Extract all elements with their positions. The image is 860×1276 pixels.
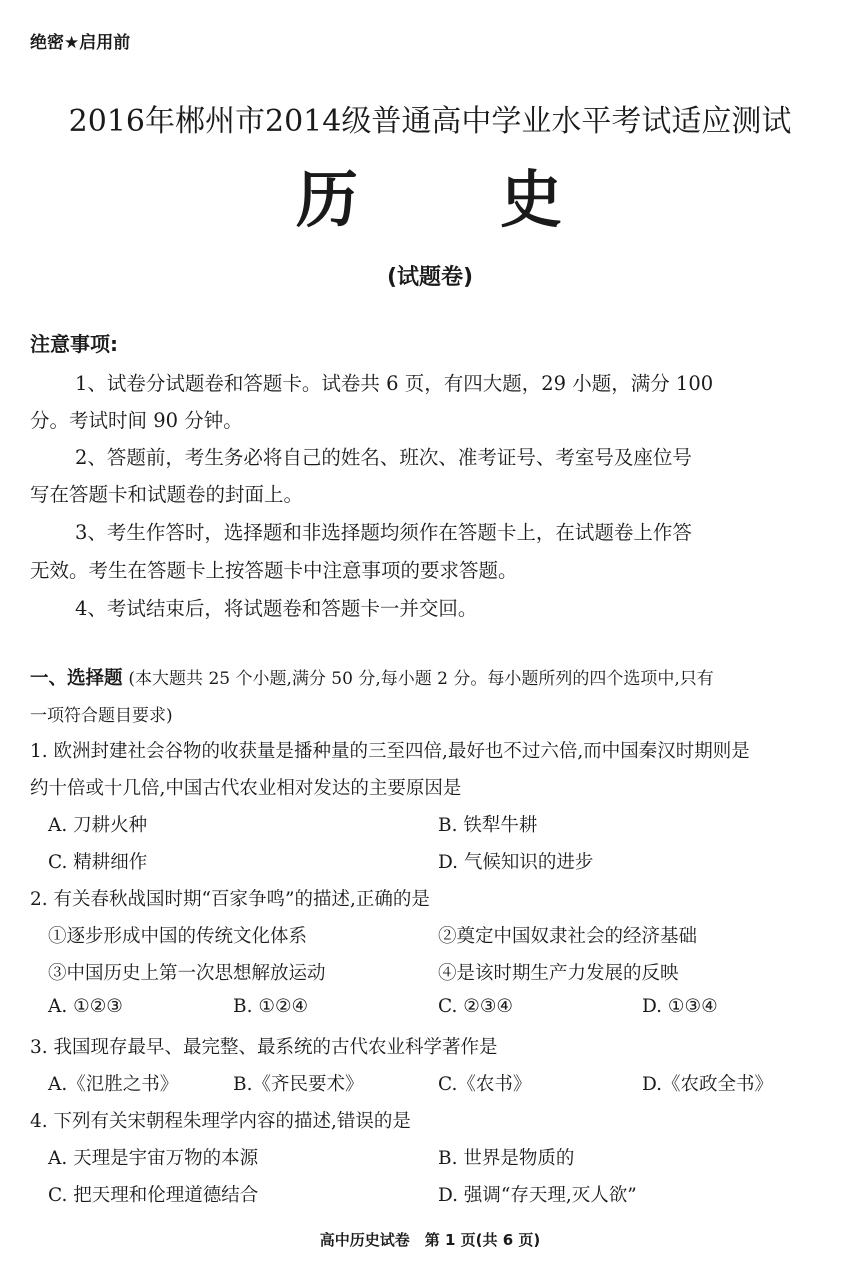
q3-option-a: A.《氾胜之书》 [48, 1074, 179, 1095]
notice-heading: 注意事项: [30, 332, 118, 356]
q4-option-a: A. 天理是宇宙万物的本源 [48, 1148, 259, 1169]
q2-statement-2: ②奠定中国奴隶社会的经济基础 [438, 926, 698, 947]
exam-subtitle: (试题卷) [386, 265, 474, 290]
notice-item-2-line-2: 写在答题卡和试题卷的封面上。 [30, 483, 304, 506]
notice-item-3-line-1: 3、考生作答时，选择题和非选择题均须作在答题卡上，在试题卷上作答 [75, 521, 692, 544]
q2-option-d: D. ①③④ [642, 996, 718, 1017]
q1-option-d: D. 气候知识的进步 [438, 852, 594, 873]
q1-option-c: C. 精耕细作 [48, 852, 148, 873]
q2-statement-3: ③中国历史上第一次思想解放运动 [48, 963, 326, 984]
notice-item-1-line-1: 1、试卷分试题卷和答题卡。试卷共 6 页，有四大题，29 小题，满分 100 [75, 372, 714, 395]
notice-item-4-line-1: 4、考试结束后，将试题卷和答题卡一并交回。 [75, 597, 478, 620]
notice-item-1-line-2: 分。考试时间 90 分钟。 [30, 409, 243, 432]
q2-option-c: C. ②③④ [438, 996, 514, 1017]
q3-stem: 3. 我国现存最早、最完整、最系统的古代农业科学著作是 [30, 1037, 498, 1058]
subject-title [0, 150, 860, 236]
page-footer: 高中历史试卷 第 1 页(共 6 页) [319, 1231, 541, 1249]
q2-stem: 2. 有关春秋战国时期“百家争鸣”的描述,正确的是 [30, 889, 430, 910]
q3-option-d: D.《农政全书》 [642, 1074, 774, 1095]
q3-option-c: C.《农书》 [438, 1074, 532, 1095]
q4-option-b: B. 世界是物质的 [438, 1148, 575, 1169]
exam-title: 2016年郴州市2014级普通高中学业水平考试适应测试 [68, 104, 792, 139]
q2-option-b: B. ①②④ [233, 996, 309, 1017]
section-1-heading: 一、选择题 [30, 668, 123, 689]
section-1-desc-line-1: (本大题共 25 个小题,满分 50 分,每小题 2 分。每小题所列的四个选项中,只有 [128, 669, 714, 689]
q2-statement-4: ④是该时期生产力发展的反映 [438, 963, 679, 984]
subject-char-1: 历 [296, 163, 359, 236]
q4-option-c: C. 把天理和伦理道德结合 [48, 1185, 259, 1206]
section-1-desc-line-2: 一项符合题目要求) [30, 706, 173, 726]
q3-option-b: B.《齐民要术》 [233, 1074, 364, 1095]
q2-statement-1: ①逐步形成中国的传统文化体系 [48, 926, 308, 947]
section-1-header [30, 664, 714, 690]
q1-option-a: A. 刀耕火种 [48, 815, 148, 836]
q1-stem-line-1: 1. 欧洲封建社会谷物的收获量是播种量的三至四倍,最好也不过六倍,而中国秦汉时期则是 [30, 741, 750, 762]
q1-stem-line-2: 约十倍或十几倍,中国古代农业相对发达的主要原因是 [30, 778, 462, 799]
notice-item-3-line-2: 无效。考生在答题卡上按答题卡中注意事项的要求答题。 [30, 559, 518, 582]
q4-stem: 4. 下列有关宋朝程朱理学内容的描述,错误的是 [30, 1111, 411, 1132]
q2-option-a: A. ①②③ [48, 996, 123, 1017]
q4-option-d: D. 强调“存天理,灭人欲” [438, 1185, 637, 1206]
secret-label: 绝密★启用前 [30, 33, 131, 53]
notice-item-2-line-1: 2、答题前，考生务必将自己的姓名、班次、准考证号、考室号及座位号 [75, 446, 692, 469]
subject-char-2: 史 [500, 163, 563, 236]
q1-option-b: B. 铁犁牛耕 [438, 815, 538, 836]
